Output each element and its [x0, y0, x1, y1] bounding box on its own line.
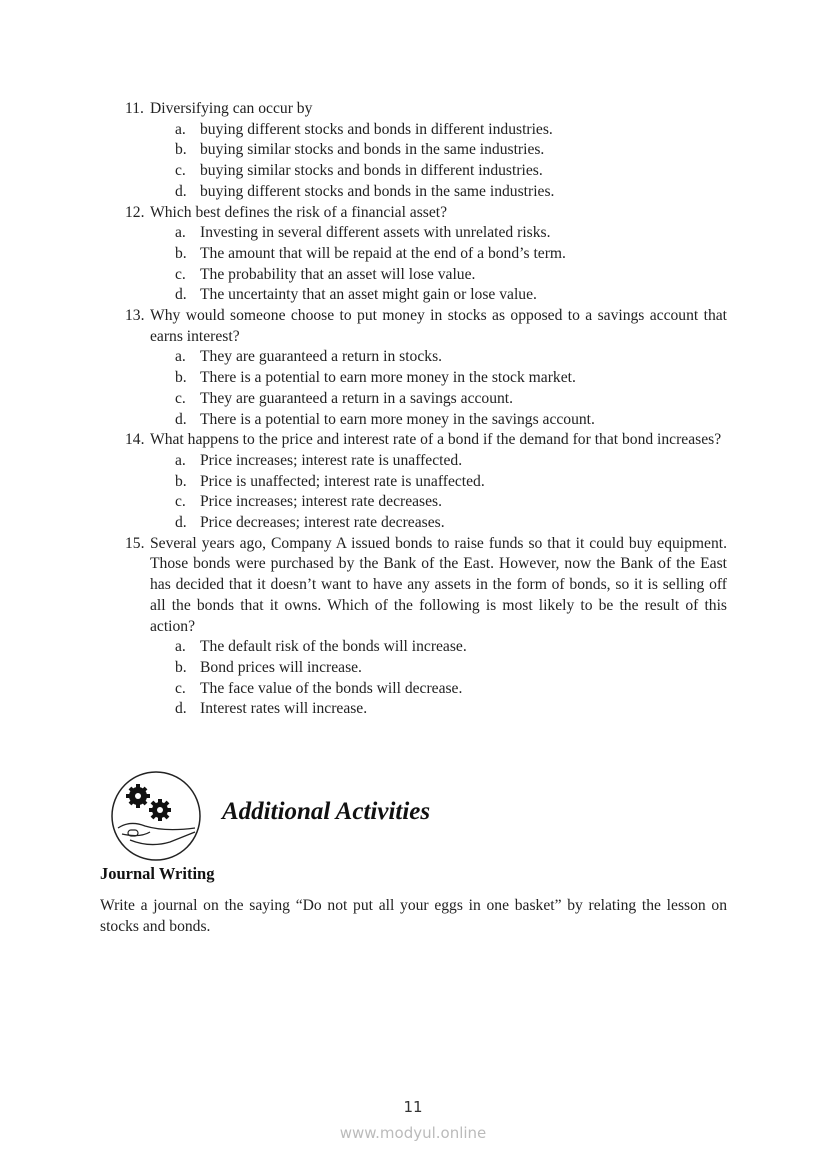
question-number: 11.	[125, 100, 144, 117]
answer-option	[125, 451, 727, 472]
answer-option	[125, 699, 727, 720]
answer-option	[125, 265, 727, 286]
option-text: Investing in several different assets with unrelated risks.	[200, 224, 551, 242]
answer-option	[125, 120, 727, 141]
answer-option	[125, 347, 727, 368]
question-number: 12.	[125, 203, 145, 221]
answer-option	[125, 679, 727, 700]
watermark-url: www.modyul.online	[339, 1124, 487, 1142]
answer-option	[125, 182, 727, 203]
question-text: What happens to the price and interest rate of a bond if the demand for that bond increases?	[150, 431, 722, 449]
answer-option	[125, 244, 727, 265]
journal-title: Journal Writing	[100, 864, 215, 883]
answer-option	[125, 658, 727, 679]
option-text: buying similar stocks and bonds in the same industries.	[200, 141, 545, 159]
gears-in-hand-icon	[110, 770, 202, 862]
answer-option	[125, 410, 727, 431]
option-letter: b.	[175, 472, 187, 490]
question-item	[125, 534, 727, 638]
answer-option	[125, 223, 727, 244]
option-letter: b.	[175, 369, 187, 387]
answer-option	[125, 472, 727, 493]
option-text: They are guaranteed a return in stocks.	[200, 348, 443, 366]
question-text: Diversifying can occur by	[150, 100, 313, 117]
option-letter: b.	[175, 141, 187, 159]
question-number: 14.	[125, 431, 145, 449]
option-letter: a.	[175, 451, 186, 469]
option-letter: d.	[175, 286, 187, 304]
option-letter: b.	[175, 244, 187, 262]
question-text: Why would someone choose to put money in stocks as opposed to a savings account that earns interest?	[150, 307, 727, 345]
question-item	[125, 306, 727, 347]
section-heading: Additional Activities	[222, 798, 431, 825]
option-letter: a.	[175, 224, 186, 242]
option-letter: a.	[175, 638, 186, 656]
option-letter: d.	[175, 514, 187, 532]
option-letter: d.	[175, 410, 187, 428]
answer-option	[125, 161, 727, 182]
answer-option	[125, 285, 727, 306]
option-text: Price increases; interest rate is unaffected.	[200, 451, 463, 469]
answer-option	[125, 513, 727, 534]
answer-option	[125, 140, 727, 161]
option-text: The amount that will be repaid at the end of a bond’s term.	[200, 244, 566, 262]
answer-option	[125, 368, 727, 389]
option-letter: c.	[175, 493, 186, 511]
option-letter: a.	[175, 120, 186, 138]
option-text: buying different stocks and bonds in the same industries.	[200, 182, 555, 200]
question-list	[125, 99, 727, 720]
option-text: There is a potential to earn more money in the stock market.	[200, 369, 576, 387]
answer-option	[125, 637, 727, 658]
question-number: 13.	[125, 307, 145, 325]
option-text: Price decreases; interest rate decreases.	[200, 514, 445, 532]
option-letter: c.	[175, 265, 186, 283]
option-text: Price is unaffected; interest rate is unaffected.	[200, 472, 485, 490]
option-text: They are guaranteed a return in a savings account.	[200, 389, 514, 407]
option-text: The face value of the bonds will decrease.	[200, 679, 463, 697]
option-text: The uncertainty that an asset might gain or lose value.	[200, 286, 537, 304]
option-text: Interest rates will increase.	[200, 700, 368, 718]
option-letter: a.	[175, 348, 186, 366]
question-item	[125, 99, 727, 120]
option-text: Bond prices will increase.	[200, 658, 362, 676]
option-letter: c.	[175, 162, 186, 180]
option-text: The probability that an asset will lose value.	[200, 265, 476, 283]
option-text: The default risk of the bonds will increase.	[200, 638, 467, 656]
answer-option	[125, 389, 727, 410]
question-text: Which best defines the risk of a financial asset?	[150, 203, 448, 221]
option-text: Price increases; interest rate decreases.	[200, 493, 443, 511]
answer-option	[125, 492, 727, 513]
question-item	[125, 430, 727, 451]
option-text: buying similar stocks and bonds in different industries.	[200, 162, 543, 180]
option-letter: c.	[175, 389, 186, 407]
question-text: Several years ago, Company A issued bonds to raise funds so that it could buy equipment. Those bonds were purchased by the Bank of the East. However, now the Bank of the East has decided that it doesn’t want to have any assets in the form of bonds, so it is selling off all the bonds that it owns. Which of the following is most likely to be the result of this action?	[150, 534, 727, 635]
question-number: 15.	[125, 534, 145, 552]
option-text: There is a potential to earn more money in the savings account.	[200, 410, 595, 428]
option-letter: d.	[175, 700, 187, 718]
option-letter: d.	[175, 182, 187, 200]
option-letter: b.	[175, 658, 187, 676]
journal-instructions: Write a journal on the saying “Do not put all your eggs in one basket” by relating the lesson on stocks and bonds.	[100, 897, 727, 935]
option-text: buying different stocks and bonds in different industries.	[200, 120, 553, 138]
option-letter: c.	[175, 679, 186, 697]
question-item	[125, 203, 727, 224]
page-number: 11	[403, 1098, 423, 1116]
